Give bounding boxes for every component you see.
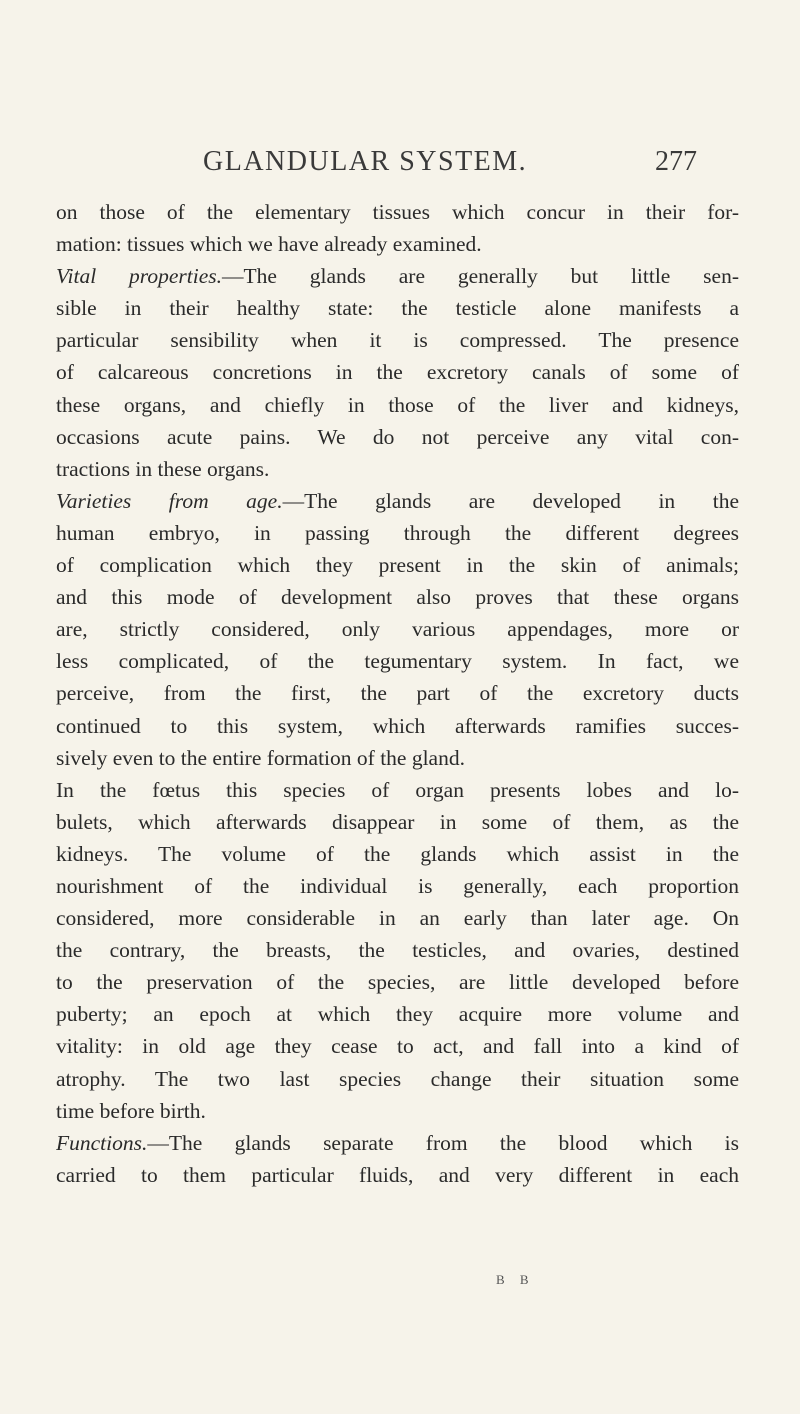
text-line xyxy=(56,677,739,709)
line-text: atrophy. The two last species change their situation some xyxy=(56,1066,739,1091)
text-line xyxy=(56,549,739,581)
text-line xyxy=(56,228,739,260)
text-line xyxy=(56,389,739,421)
line-text: carried to them particular fluids, and very different in each xyxy=(56,1162,739,1187)
line-text: perceive, from the first, the part of the excretory ducts xyxy=(56,681,739,706)
line-text: kidneys. The volume of the glands which assist in the xyxy=(56,841,739,866)
text-line xyxy=(56,356,739,388)
text-line xyxy=(56,774,739,806)
line-text: and this mode of development also proves that these organs xyxy=(56,585,739,610)
section-heading: Vital properties. xyxy=(56,264,223,289)
text-line xyxy=(56,1127,739,1159)
line-text: human embryo, in passing through the different degrees xyxy=(56,520,739,545)
line-text: occasions acute pains. We do not perceive any vital con- xyxy=(56,424,739,449)
text-line xyxy=(56,870,739,902)
page-number: 277 xyxy=(655,146,697,177)
text-line xyxy=(56,613,739,645)
page-header xyxy=(0,146,800,186)
text-line xyxy=(56,581,739,613)
running-head: GLANDULAR SYSTEM. xyxy=(203,146,528,177)
line-text: continued to this system, which afterwards ramifies succes- xyxy=(56,713,739,738)
line-text: vitality: in old age they cease to act, and fall into a kind of xyxy=(56,1034,739,1059)
text-line xyxy=(56,517,739,549)
line-text: are, strictly considered, only various appendages, more or xyxy=(56,617,739,642)
line-text: time before birth. xyxy=(56,1098,206,1123)
text-line xyxy=(56,1159,739,1191)
text-line xyxy=(56,292,739,324)
line-text: —The glands are generally but little sen- xyxy=(222,264,739,289)
text-line xyxy=(56,710,739,742)
body-text xyxy=(56,196,739,1191)
line-text: tractions in these organs. xyxy=(56,456,270,481)
line-text: to the preservation of the species, are little developed before xyxy=(56,970,739,995)
text-line xyxy=(56,806,739,838)
section-heading: Functions. xyxy=(56,1130,148,1155)
line-text: of complication which they present in the skin of animals; xyxy=(56,553,739,578)
text-line xyxy=(56,196,739,228)
text-line xyxy=(56,645,739,677)
line-text: these organs, and chiefly in those of the liver and kidneys, xyxy=(56,392,739,417)
line-text: puberty; an epoch at which they acquire more volume and xyxy=(56,1002,739,1027)
signature-mark: B B xyxy=(496,1272,535,1287)
line-text: sible in their healthy state: the testicle alone manifests a xyxy=(56,296,739,321)
line-text: nourishment of the individual is generally, each proportion xyxy=(56,873,739,898)
line-text: the contrary, the breasts, the testicles, and ovaries, destined xyxy=(56,938,739,963)
text-line xyxy=(56,453,739,485)
text-line xyxy=(56,838,739,870)
line-text: of calcareous concretions in the excretory canals of some of xyxy=(56,360,739,385)
line-text: considered, more considerable in an early than later age. On xyxy=(56,906,739,931)
line-text: —The glands are developed in the xyxy=(282,488,739,513)
text-line xyxy=(56,324,739,356)
text-line xyxy=(56,421,739,453)
text-line xyxy=(56,485,739,517)
line-text: In the fœtus this species of organ presents lobes and lo- xyxy=(56,777,739,802)
line-text: particular sensibility when it is compressed. The presence xyxy=(56,328,739,353)
text-line xyxy=(56,260,739,292)
text-line xyxy=(56,902,739,934)
line-text: —The glands separate from the blood which is xyxy=(147,1130,739,1155)
line-text: bulets, which afterwards disappear in some of them, as the xyxy=(56,809,739,834)
section-heading: Varieties from age. xyxy=(56,488,283,513)
text-line xyxy=(56,998,739,1030)
line-text: sively even to the entire formation of the gland. xyxy=(56,745,465,770)
text-line xyxy=(56,934,739,966)
text-line xyxy=(56,966,739,998)
line-text: less complicated, of the tegumentary system. In fact, we xyxy=(56,649,739,674)
text-line xyxy=(56,1095,739,1127)
line-text: on those of the elementary tissues which concur in their for- xyxy=(56,200,739,224)
text-line xyxy=(56,1063,739,1095)
line-text: mation: tissues which we have already examined. xyxy=(56,232,482,257)
text-line xyxy=(56,1030,739,1062)
text-line xyxy=(56,742,739,774)
